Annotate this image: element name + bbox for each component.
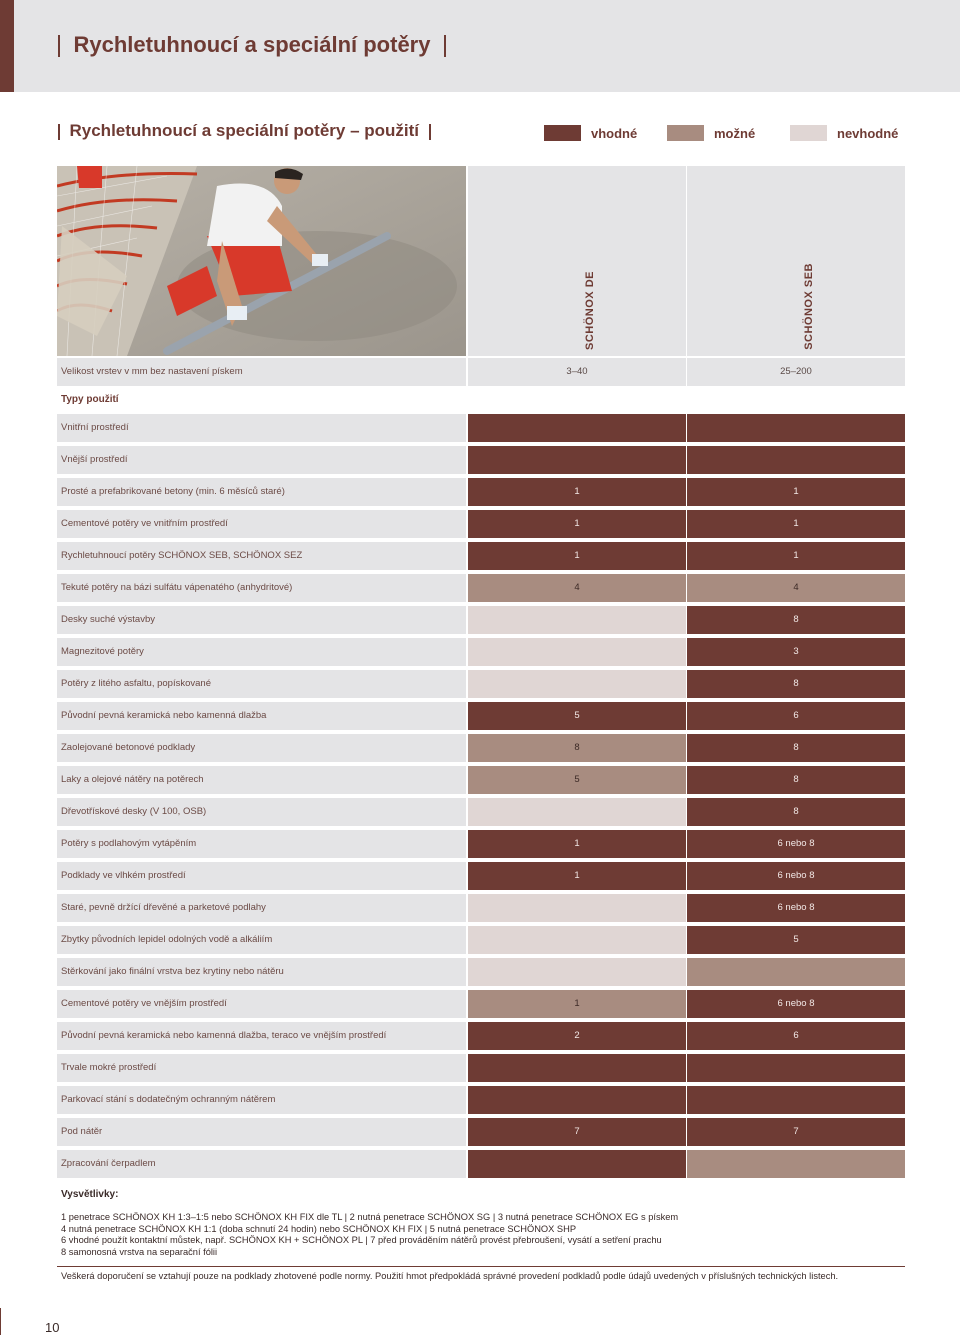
layer-size-seb: 25–200 [687,358,905,386]
cell-schonox-seb: 8 [687,798,905,826]
product-name-de: SCHÖNOX DE [584,271,596,350]
cell-schonox-de [468,446,686,474]
cell-schonox-de [468,894,686,922]
cell-schonox-seb: 7 [687,1118,905,1146]
cell-schonox-de [468,414,686,442]
note-line: 6 vhodné použít kontaktní můstek, např. SCHÖNOX KH + SCHÖNOX PL | 7 před prováděním nátěrů provést přebroušení, vysátí a setření prachu [61,1235,662,1245]
row-label: Trvale mokré prostředí [57,1054,466,1082]
worker-screeding-photo [57,166,466,356]
legend-vhodne [544,125,637,141]
row-label: Prosté a prefabrikované betony (min. 6 měsíců staré) [57,478,466,506]
cell-schonox-seb: 6 [687,702,905,730]
page-edge-mark [0,1308,1,1335]
row-label: Vnitřní prostředí [57,414,466,442]
notes-title: Vysvětlivky: [61,1189,119,1200]
row-label: Laky a olejové nátěry na potěrech [57,766,466,794]
row-label: Desky suché výstavby [57,606,466,634]
table-row [57,1118,905,1146]
layer-size-label: Velikost vrstev v mm bez nastavení pískem [57,358,466,386]
section-subtitle [58,121,431,141]
cell-schonox-de: 1 [468,542,686,570]
note-line: 4 nutná penetrace SCHÖNOX KH 1:1 (doba schnutí 24 hodin) nebo SCHÖNOX KH FIX | 5 nutná penetrace SCHÖNOX SHP [61,1223,577,1234]
table-row [57,798,905,826]
row-label: Zbytky původních lepidel odolných vodě a alkáliím [57,926,466,954]
cell-schonox-seb: 8 [687,606,905,634]
cell-schonox-de [468,926,686,954]
table-row [57,702,905,730]
cell-schonox-seb: 6 nebo 8 [687,862,905,890]
table-row [57,926,905,954]
page-number: 10 [45,1320,60,1335]
worker-screeding-illustration [57,166,466,356]
cell-schonox-de [468,1054,686,1082]
cell-schonox-de [468,638,686,666]
table-row [57,1054,905,1082]
subtitle-text: Rychletuhnoucí a speciální potěry – použití [69,121,420,140]
row-label: Stěrkování jako finální vrstva bez krytiny nebo nátěru [57,958,466,986]
cell-schonox-de: 1 [468,862,686,890]
cell-schonox-de: 1 [468,990,686,1018]
section-label-usage: Typy použití [61,394,119,405]
footer-note: Veškerá doporučení se vztahují pouze na podklady zhotovené podle normy. Použití hmot předpokládá správné provedení podkladů podle údajů uvedených v příslušných technických listech. [61,1271,839,1281]
cell-schonox-seb: 8 [687,766,905,794]
cell-schonox-seb: 6 nebo 8 [687,990,905,1018]
page-title-text: Rychletuhnoucí a speciální potěry [73,32,431,57]
layer-size-de: 3–40 [468,358,686,386]
row-label: Zaolejované betonové podklady [57,734,466,762]
cell-schonox-de: 7 [468,1118,686,1146]
row-label: Cementové potěry ve vnějším prostředí [57,990,466,1018]
table-row [57,1086,905,1114]
cell-schonox-seb [687,414,905,442]
table-row [57,606,905,634]
subtitle-divider-icon [429,124,431,140]
cell-schonox-seb: 6 [687,1022,905,1050]
cell-schonox-de: 1 [468,478,686,506]
table-row [57,478,905,506]
table-row [57,1150,905,1178]
legend-label-nevhodne: nevhodné [837,125,899,141]
table-row [57,542,905,570]
legend-mozne [667,125,755,141]
cell-schonox-de [468,1150,686,1178]
row-label: Parkovací stání s dodatečným ochranným nátěrem [57,1086,466,1114]
subtitle-divider-icon [58,124,60,140]
row-label: Potěry s podlahovým vytápěním [57,830,466,858]
table-row [57,862,905,890]
table-row [57,894,905,922]
cell-schonox-de: 2 [468,1022,686,1050]
cell-schonox-seb: 1 [687,478,905,506]
cell-schonox-seb [687,1150,905,1178]
legend-label-vhodne: vhodné [591,125,638,141]
note-line: 8 samonosná vrstva na separační fólii [61,1246,218,1257]
cell-schonox-de: 1 [468,830,686,858]
table-row [57,446,905,474]
table-row [57,670,905,698]
notes-block [61,1212,901,1258]
cell-schonox-seb [687,446,905,474]
row-label: Podklady ve vlhkém prostředí [57,862,466,890]
table-row [57,1022,905,1050]
cell-schonox-seb: 1 [687,510,905,538]
cell-schonox-de [468,958,686,986]
cell-schonox-seb: 6 nebo 8 [687,894,905,922]
row-label: Potěry z litého asfaltu, popískované [57,670,466,698]
table-row [57,830,905,858]
table-row [57,638,905,666]
cell-schonox-seb [687,1086,905,1114]
cell-schonox-de: 4 [468,574,686,602]
table-row [57,510,905,538]
cell-schonox-de [468,670,686,698]
header-accent-bar [0,0,14,92]
cell-schonox-seb: 8 [687,670,905,698]
row-label: Původní pevná keramická nebo kamenná dlažba, teraco ve vnějším prostředí [57,1022,466,1050]
cell-schonox-de: 1 [468,510,686,538]
legend-swatch-nevhodne [790,125,827,141]
cell-schonox-de [468,798,686,826]
product-name-seb: SCHÖNOX SEB [803,263,815,350]
table-row [57,414,905,442]
table-row [57,734,905,762]
legend-label-mozne: možné [714,125,756,141]
title-divider-icon [444,35,446,57]
cell-schonox-seb: 8 [687,734,905,762]
cell-schonox-de [468,1086,686,1114]
row-label: Zpracování čerpadlem [57,1150,466,1178]
product-header-de [468,166,686,356]
row-label: Staré, pevně držící dřevěné a parketové podlahy [57,894,466,922]
legend-nevhodne [790,125,898,141]
cell-schonox-seb: 1 [687,542,905,570]
layer-size-row [57,358,905,386]
legend-swatch-vhodne [544,125,581,141]
table-row [57,766,905,794]
cell-schonox-seb: 4 [687,574,905,602]
cell-schonox-seb: 6 nebo 8 [687,830,905,858]
row-label: Rychletuhnoucí potěry SCHÖNOX SEB, SCHÖNOX SEZ [57,542,466,570]
title-divider-icon [58,35,60,57]
row-label: Dřevotřískové desky (V 100, OSB) [57,798,466,826]
cell-schonox-seb [687,958,905,986]
row-label: Původní pevná keramická nebo kamenná dlažba [57,702,466,730]
product-header-seb [687,166,905,356]
row-label: Pod nátěr [57,1118,466,1146]
cell-schonox-seb: 3 [687,638,905,666]
cell-schonox-seb [687,1054,905,1082]
cell-schonox-de: 5 [468,766,686,794]
row-label: Magnezitové potěry [57,638,466,666]
table-row [57,958,905,986]
footer-divider [57,1266,905,1267]
row-label: Tekuté potěry na bázi sulfátu vápenatého (anhydritové) [57,574,466,602]
cell-schonox-de: 8 [468,734,686,762]
legend-swatch-mozne [667,125,704,141]
page-title [58,32,460,58]
row-label: Cementové potěry ve vnitřním prostředí [57,510,466,538]
note-line: 1 penetrace SCHÖNOX KH 1:3–1:5 nebo SCHÖNOX KH FIX dle TL | 2 nutná penetrace SCHÖNOX SG | 3 nutná penetrace SCHÖNOX EG s pískem [61,1212,679,1222]
row-label: Vnější prostředí [57,446,466,474]
cell-schonox-seb: 5 [687,926,905,954]
cell-schonox-de [468,606,686,634]
table-row [57,990,905,1018]
cell-schonox-de: 5 [468,702,686,730]
table-row [57,574,905,602]
